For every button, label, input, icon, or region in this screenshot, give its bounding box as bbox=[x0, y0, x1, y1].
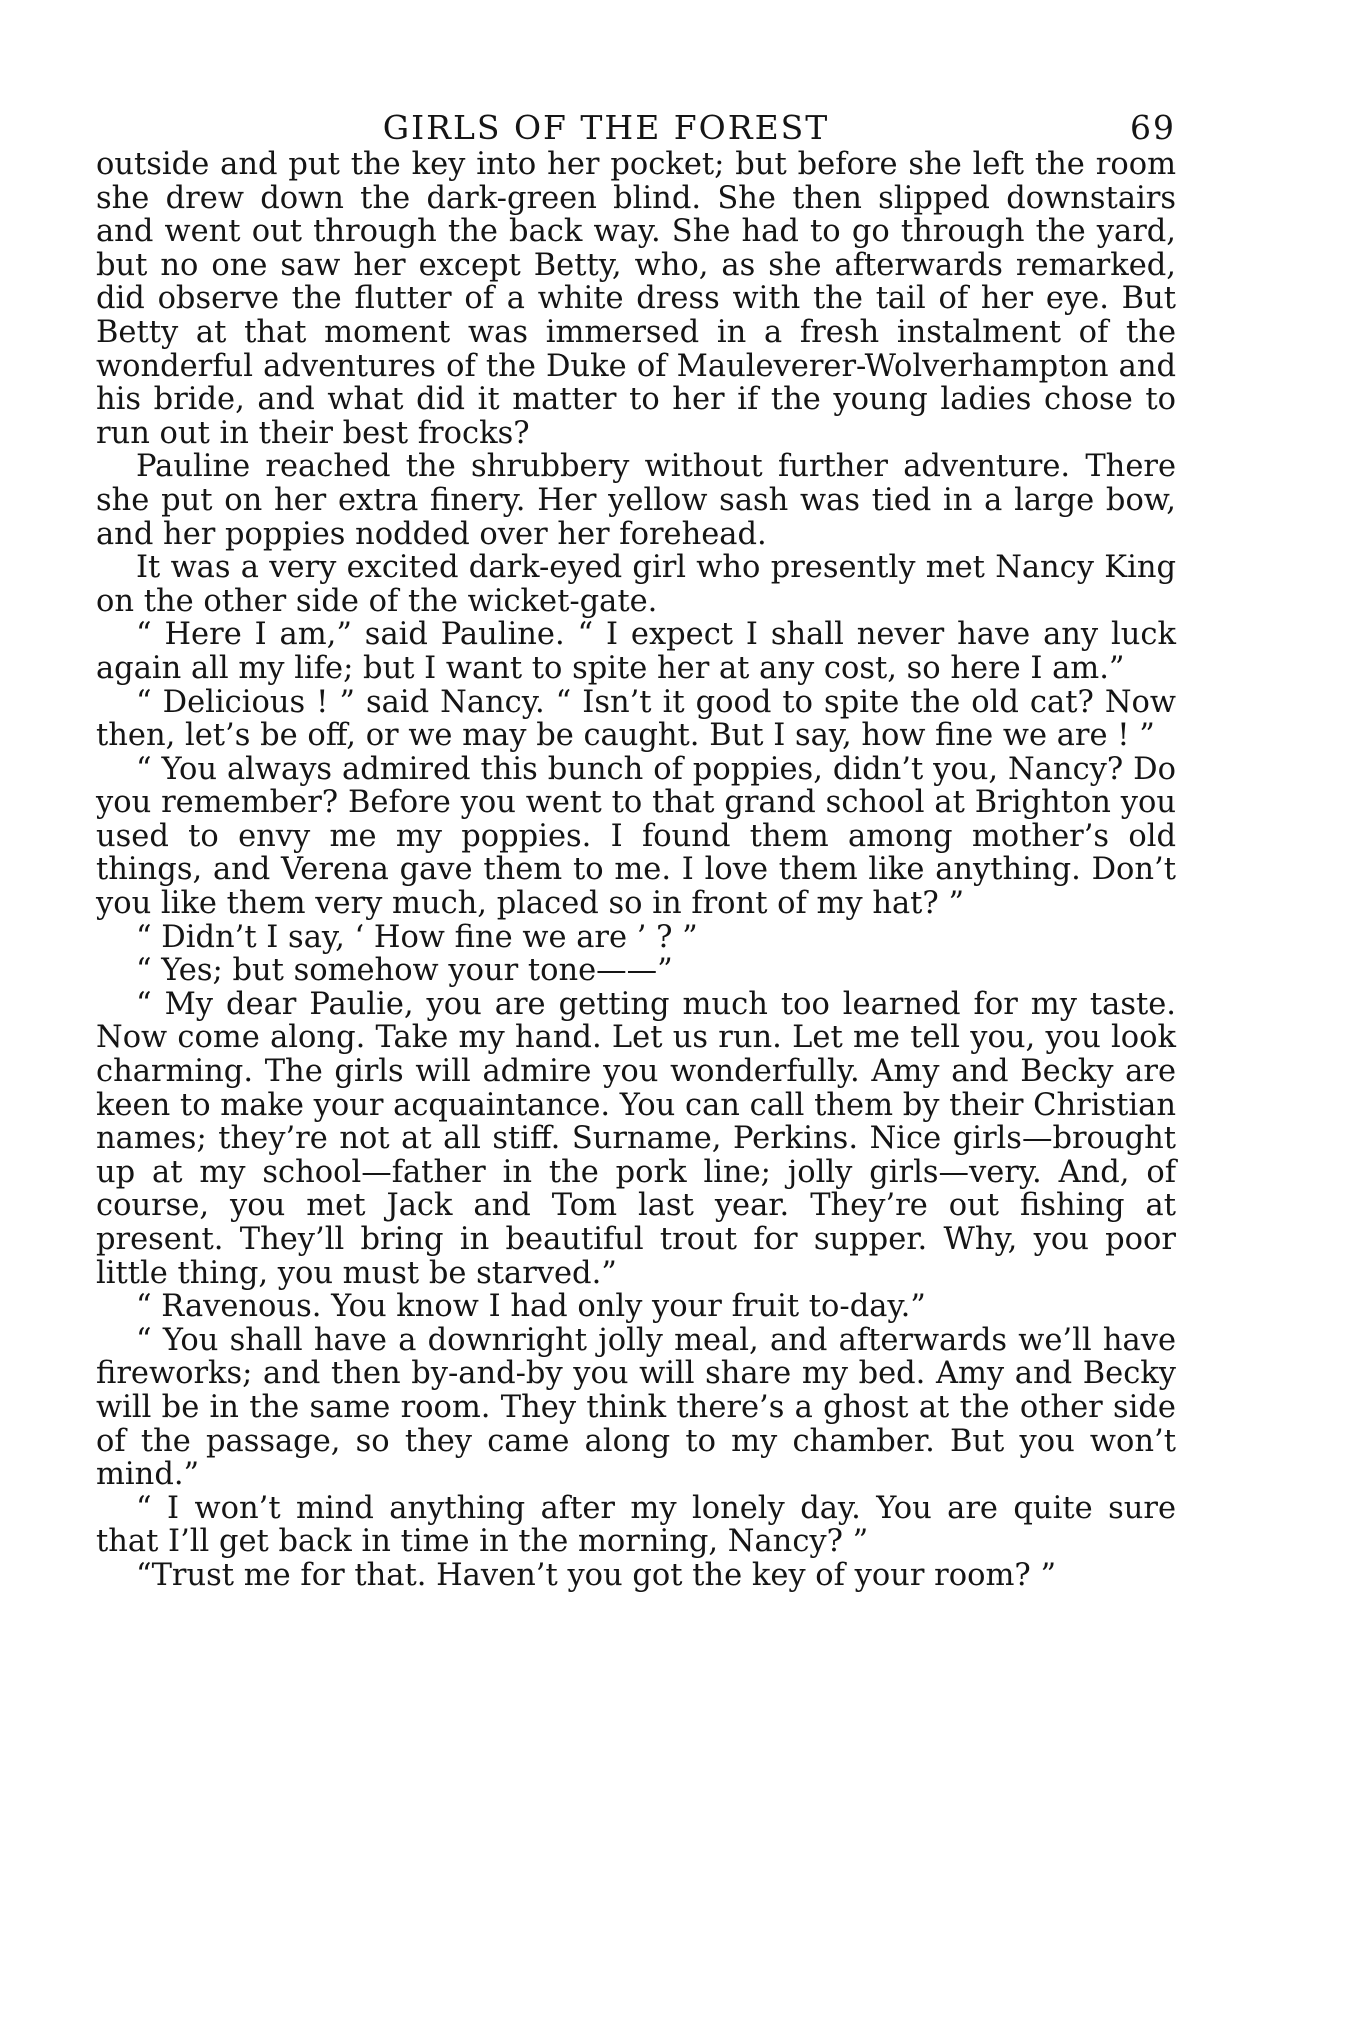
page-number: 69 bbox=[1130, 108, 1176, 147]
dialogue-paragraph: “ I won’t mind anything after my lonely day. You are quite sure that I’ll get back in time in the morning, Nancy? ” bbox=[96, 1490, 1176, 1560]
dialogue-paragraph: “ Here I am,” said Pauline. “ I expect I shall never have any luck again all my life; but I want to spite her at any cost, so here I am.” bbox=[96, 617, 1176, 686]
dialogue-paragraph: “ Yes; but somehow your tone——” bbox=[136, 953, 673, 989]
dialogue-paragraph: “ You shall have a downright jolly meal, and afterwards we’ll have fireworks; and then by-and-by you will share my bed. Amy and Becky will be in the same room. They think there’s a ghost at the other side of the passage, so they came along to my chamber. But you won’t mind.” bbox=[96, 1322, 1176, 1493]
dialogue-paragraph: “Trust me for that. Haven’t you got the key of your room? ” bbox=[136, 1557, 1057, 1593]
paragraph: Pauline reached the shrubbery without further adventure. There she put on her extra finery. Her yellow sash was tied in a large bow, and her poppies nodded over her forehead. bbox=[96, 449, 1176, 552]
dialogue-paragraph: “ Delicious ! ” said Nancy. “ Isn’t it good to spite the old cat? Now then, let’s be off, or we may be caught. But I say, how fine we are ! ” bbox=[96, 684, 1176, 754]
running-head bbox=[96, 108, 1176, 148]
dialogue-paragraph: “ Didn’t I say, ‘ How fine we are ’ ? ” bbox=[136, 919, 698, 955]
body-text bbox=[96, 148, 1176, 1593]
dialogue-paragraph: “ My dear Paulie, you are getting much too learned for my taste. Now come along. Take my hand. Let us run. Let me tell you, you look charming. The girls will admire you wonderfully. Amy and Becky are keen to make your acquaintance. You can call them by their Christian names; they’re not at all stiff. Surname, Perkins. Nice girls—brought up at my school—father in the pork line; jolly girls—very. And, of course, you met Jack and Tom last year. They’re out fishing at present. They’ll bring in beautiful trout for supper. Why, you poor little thing, you must be starved.” bbox=[96, 986, 1176, 1291]
paragraph: It was a very excited dark-eyed girl who presently met Nancy King on the other side of the wicket-gate. bbox=[96, 550, 1176, 619]
dialogue-paragraph: “ Ravenous. You know I had only your fruit to-day.” bbox=[136, 1289, 926, 1325]
book-page bbox=[96, 108, 1176, 1593]
dialogue-paragraph: “ You always admired this bunch of poppies, didn’t you, Nancy? Do you remember? Before you went to that grand school at Brighton you used to envy me my poppies. I found them among mother’s old things, and Verena gave them to me. I love them like anything. Don’t you like them very much, placed so in front of my hat? ” bbox=[96, 751, 1176, 922]
paragraph-continuation: outside and put the key into her pocket; but before she left the room she drew down the dark-green blind. She then slipped downstairs and went out through the back way. She had to go through the yard, but no one saw her except Betty, who, as she afterwards remarked, did observe the flutter of a white dress with the tail of her eye. But Betty at that moment was immersed in a fresh instalment of the wonderful adventures of the Duke of Mauleverer-Wolverhampton and his bride, and what did it matter to her if the young ladies chose to run out in their best frocks? bbox=[96, 147, 1176, 451]
running-title: GIRLS OF THE FOREST bbox=[382, 108, 830, 147]
